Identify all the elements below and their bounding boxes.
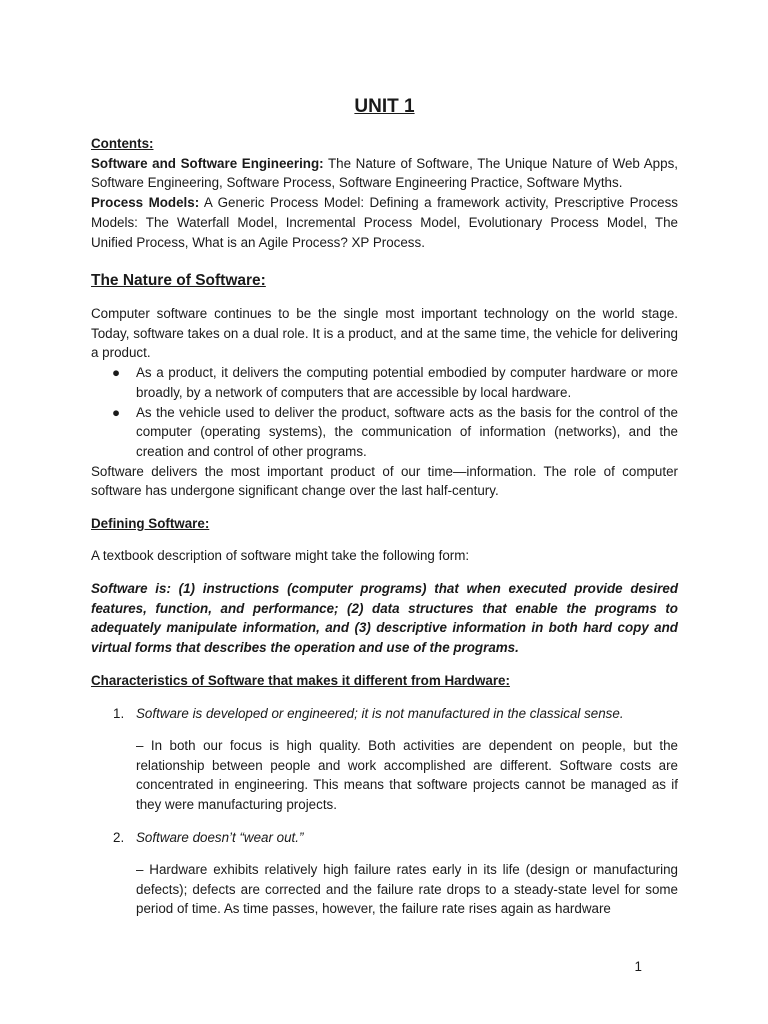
pm-label: Process Models: xyxy=(91,195,200,211)
defining-heading: Defining Software: xyxy=(91,516,210,531)
item-number: 2. xyxy=(113,830,125,845)
list-item xyxy=(91,704,678,724)
defining-intro-wrap xyxy=(91,546,678,566)
bullet-icon: ● xyxy=(112,365,121,381)
item-body-wrap xyxy=(91,860,678,919)
list-item: ● As a product, it delivers the computing potential embodied by computer hardware or more broadly, by a network of computers that are accessible by local hardware. xyxy=(112,365,678,400)
contents-section xyxy=(91,134,678,252)
nature-heading: The Nature of Software: xyxy=(91,272,266,289)
nature-bullet-list xyxy=(91,363,678,462)
characteristics-heading-wrap xyxy=(91,671,678,691)
item-body-wrap xyxy=(91,736,678,815)
characteristic-body-2 xyxy=(91,860,678,919)
characteristic-body-1 xyxy=(91,736,678,815)
characteristics-heading: Characteristics of Software that makes it different from Hardware: xyxy=(91,673,510,688)
contents-software-engineering: Software and Software Engineering: The Nature of Software, The Unique Nature of Web Apps, Software Engineering, Software Process, Software Engineering Practice, Software Myths. xyxy=(91,155,678,191)
item-title: Software doesn’t “wear out.” xyxy=(136,830,304,845)
software-definition: Software is: (1) instructions (computer programs) that when executed provide desired features, function, and performance; (2) data structures that enable the programs to adequately manipulate information, and (3) descriptive information in both hard copy and virtual forms that describes the operation and use of the programs. xyxy=(91,581,678,656)
list-item: ● As the vehicle used to deliver the product, software acts as the basis for the control of the computer (operating systems), the communication of information (networks), and the creation and control of other programs. xyxy=(112,404,678,459)
sse-label: Software and Software Engineering: xyxy=(91,155,324,171)
defining-heading-wrap xyxy=(91,514,678,534)
bullet-icon: ● xyxy=(112,404,121,420)
nature-section xyxy=(91,304,678,501)
contents-heading: Contents: xyxy=(91,136,154,151)
page-number: 1 xyxy=(634,959,642,974)
nature-intro: Computer software continues to be the single most important technology on the world stage. Today, software takes on a dual role. It is a product, and at the same time, the vehicle for delivering a product. xyxy=(91,306,678,361)
characteristic-item-2 xyxy=(91,828,678,848)
definition-wrap xyxy=(91,579,678,658)
item-body: – Hardware exhibits relatively high failure rates early in its life (design or manufacturing defects); defects are corrected and the failure rate drops to a steady-state level for some period of time. As time passes, however, the failure rate rises again as hardware xyxy=(136,862,678,917)
defining-intro: A textbook description of software might take the following form: xyxy=(91,548,470,563)
contents-process-models: Process Models: A Generic Process Model: Defining a framework activity, Prescriptive Process Models: The Waterfall Model, Incremental Process Model, Evolutionary Process Model, The Unified Process, What is an Agile Process? XP Process. xyxy=(91,195,678,250)
characteristic-item-1 xyxy=(91,704,678,724)
nature-heading-wrap xyxy=(91,271,678,291)
item-number: 1. xyxy=(113,706,125,721)
nature-closing: Software delivers the most important product of our time—information. The role of computer software has undergone significant change over the last half-century. xyxy=(91,463,678,499)
item-body: – In both our focus is high quality. Both activities are dependent on people, but the relationship between people and work accomplished are different. Software costs are concentrated in engineering. This means that software projects cannot be managed as if they were manufacturing projects. xyxy=(136,738,678,813)
page-title: UNIT 1 xyxy=(354,96,415,117)
item-title: Software is developed or engineered; it is not manufactured in the classical sense. xyxy=(136,706,624,721)
list-item xyxy=(91,828,678,848)
